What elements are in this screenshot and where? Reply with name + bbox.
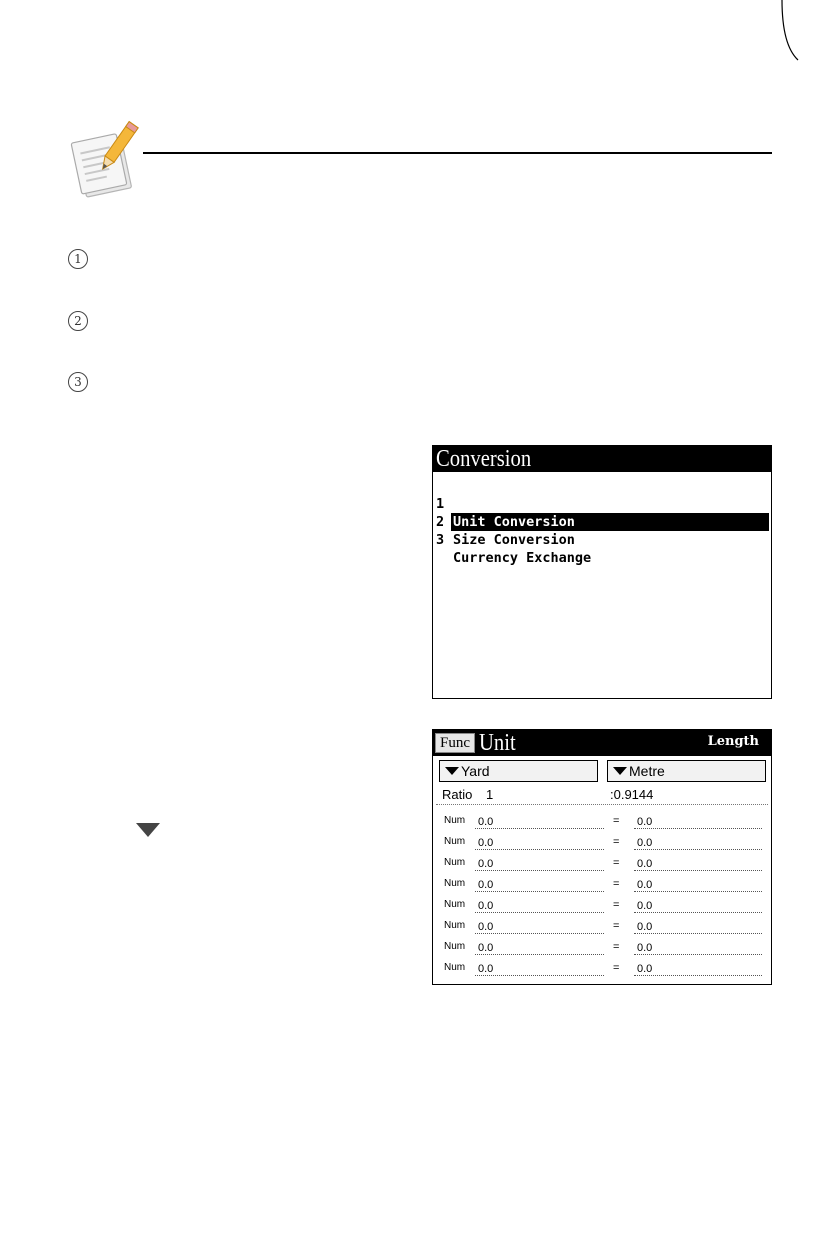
menu-item-number: 3: [436, 532, 445, 548]
equals-sign: =: [613, 815, 620, 827]
result-output: 0.0: [634, 961, 762, 976]
ratio-base: 1: [486, 787, 494, 802]
equals-sign: =: [613, 962, 620, 974]
conversion-row: [433, 854, 771, 875]
conversion-row: [433, 896, 771, 917]
result-output: 0.0: [634, 835, 762, 850]
triangle-down-icon: [613, 767, 627, 775]
from-unit-value: Yard: [461, 763, 490, 779]
equals-sign: =: [613, 878, 620, 890]
num-label: Num: [444, 899, 466, 910]
equals-sign: =: [613, 941, 620, 953]
num-label: Num: [444, 962, 466, 973]
conversion-row: [433, 875, 771, 896]
triangle-down-icon: [136, 823, 160, 837]
num-input[interactable]: 0.0: [475, 919, 604, 934]
to-unit-select[interactable]: [607, 760, 766, 782]
conversion-row: [433, 812, 771, 833]
func-button[interactable]: Func: [435, 733, 475, 753]
num-label: Num: [444, 920, 466, 931]
step-marker-2: 2: [68, 311, 88, 331]
ratio-label: Ratio: [442, 787, 473, 802]
screen-title: Conversion: [433, 446, 771, 472]
num-input[interactable]: 0.0: [475, 877, 604, 892]
to-unit-value: Metre: [629, 763, 665, 779]
result-output: 0.0: [634, 898, 762, 913]
triangle-down-icon: [445, 767, 459, 775]
note-pencil-icon: [68, 118, 148, 198]
note-divider: [143, 152, 772, 154]
num-input[interactable]: 0.0: [475, 940, 604, 955]
num-input[interactable]: 0.0: [475, 856, 604, 871]
result-output: 0.0: [634, 940, 762, 955]
conversion-row: [433, 833, 771, 854]
menu-item-label: Size Conversion: [453, 532, 575, 548]
menu-item-unit-conversion[interactable]: [433, 477, 771, 530]
num-label: Num: [444, 878, 466, 889]
equals-sign: =: [613, 857, 620, 869]
result-output: 0.0: [634, 877, 762, 892]
menu-item-label: Unit Conversion: [451, 513, 769, 531]
cut-mark-icon: [780, 0, 800, 62]
equals-sign: =: [613, 836, 620, 848]
conversion-row: [433, 959, 771, 980]
num-input[interactable]: 0.0: [475, 898, 604, 913]
ratio-result: :0.9144: [610, 787, 654, 802]
unit-conversion-screen: [432, 729, 772, 985]
num-label: Num: [444, 836, 466, 847]
ratio-row: [436, 785, 768, 805]
screen-title: Unit: [479, 730, 516, 756]
unit-header-bar: [433, 730, 771, 756]
result-output: 0.0: [634, 919, 762, 934]
menu-item-number: 1: [436, 496, 445, 512]
equals-sign: =: [613, 899, 620, 911]
conversion-menu-screen: [432, 445, 772, 699]
from-unit-select[interactable]: [439, 760, 598, 782]
num-input[interactable]: 0.0: [475, 961, 604, 976]
conversion-row: [433, 917, 771, 938]
equals-sign: =: [613, 920, 620, 932]
conversion-menu-list: [433, 477, 771, 566]
menu-item-label: Currency Exchange: [453, 550, 592, 566]
category-label: Length: [707, 734, 759, 749]
num-input[interactable]: 0.0: [475, 835, 604, 850]
menu-item-number: 2: [436, 514, 445, 530]
conversion-row: [433, 938, 771, 959]
step-marker-1: 1: [68, 249, 88, 269]
step-marker-3: 3: [68, 372, 88, 392]
num-label: Num: [444, 815, 466, 826]
result-output: 0.0: [634, 856, 762, 871]
num-label: Num: [444, 857, 466, 868]
num-label: Num: [444, 941, 466, 952]
result-output: 0.0: [634, 814, 762, 829]
num-input[interactable]: 0.0: [475, 814, 604, 829]
